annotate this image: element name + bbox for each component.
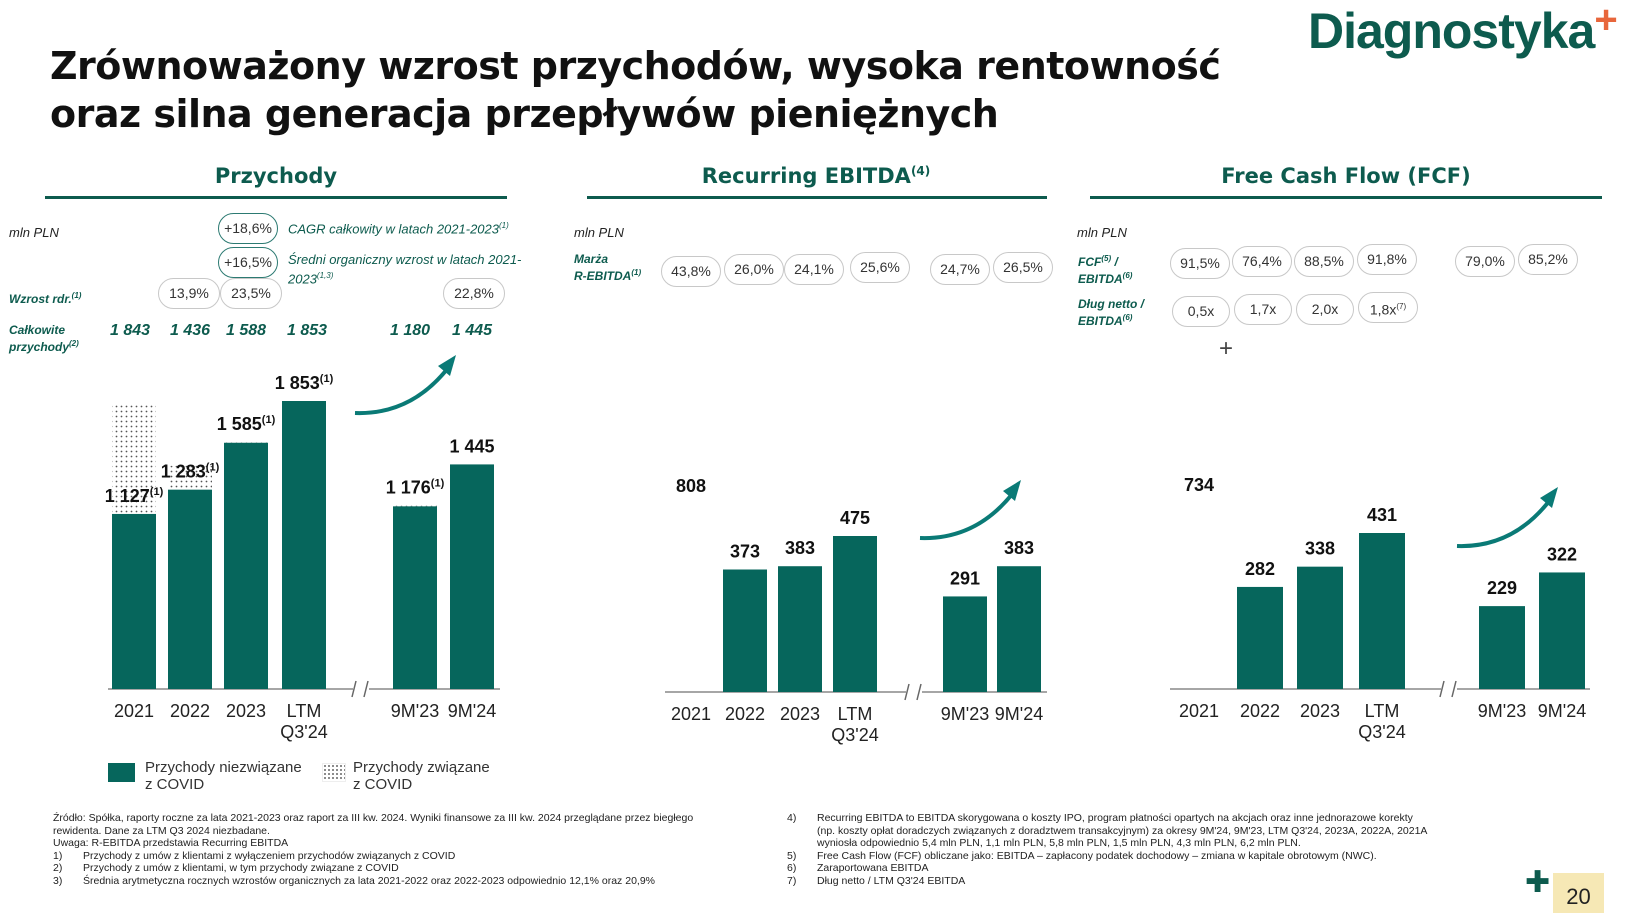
fcf-ratio-2021: 91,5%	[1170, 248, 1230, 279]
fcf-ratio-9m23: 79,0%	[1455, 246, 1515, 277]
x-tick-label: 2023	[779, 704, 821, 724]
debt-ratio-2021: 0,5x	[1172, 296, 1230, 327]
chart-bar-covid	[393, 506, 437, 507]
growth-arrow	[920, 493, 1013, 538]
x-tick-label: LTM	[286, 701, 322, 721]
margin-row-label: Marża R-EBITDA$^{(1)}$	[574, 252, 642, 283]
data-label: 1 853$^{(1)}$	[274, 373, 334, 393]
fcf-ratio-9m24: 85,2%	[1518, 244, 1578, 275]
chart-bar	[1539, 572, 1585, 689]
x-tick-label: 9M'23	[940, 704, 990, 724]
data-label: 1 283$^{(1)}$	[160, 461, 220, 482]
logo-plus-icon: +	[1594, 0, 1617, 42]
data-label: 1 585$^{(1)}$	[216, 414, 276, 435]
x-tick-label: 9M'23	[1477, 701, 1527, 721]
x-tick-label: 2023	[1299, 701, 1341, 721]
data-label: 1 127$^{(1)}$	[104, 485, 164, 506]
data-label: 431	[1366, 505, 1398, 525]
fcf-ratio-ltm: 91,8%	[1357, 244, 1417, 275]
data-label: 282	[1244, 558, 1276, 579]
x-tick-label: 2022	[169, 701, 211, 721]
legend-non-covid: Przychody niezwiązane z COVID	[145, 759, 302, 793]
fcf-ratio-2022: 76,4%	[1232, 246, 1292, 277]
margin-badge-2021: 43,8%	[661, 256, 721, 287]
revenue-chart	[105, 355, 500, 742]
footnote-item: 7) Dług netto / LTM Q3'24 EBITDA	[787, 874, 966, 887]
chart-bar	[450, 464, 494, 689]
bar-break-mark	[1175, 501, 1210, 529]
plus-icon: ✚	[1525, 866, 1551, 899]
x-tick-label: 9M'24	[1537, 701, 1587, 721]
debt-ratio-ltm: $1,8x^{(7)}$	[1358, 292, 1418, 323]
x-tick-label: 9M'24	[994, 704, 1044, 724]
chart-bar	[943, 596, 987, 692]
bar-break-mark	[668, 502, 702, 530]
data-label: 383	[1003, 538, 1035, 559]
data-label: 1 176$^{(1)}$	[385, 477, 445, 498]
chart-bar	[778, 566, 822, 692]
footnote-item: 4) Recurring EBITDA to EBITDA skorygowana o koszty IPO, program płatności opartych na akcjach oraz inne jednorazowe korekty	[787, 812, 1413, 824]
fcf-section-title: Free Cash Flow (FCF)	[1221, 164, 1471, 188]
x-tick-label: 2023	[225, 701, 267, 721]
cagr-note: CAGR całkowity w latach 2021-2023$^{(1)}$	[288, 221, 509, 237]
data-label: 229	[1486, 578, 1518, 599]
x-tick-label: 9M'24	[447, 701, 497, 721]
chart-bar	[168, 490, 212, 689]
footnote-item: 5) Free Cash Flow (FCF) obliczane jako: EBITDA – zapłacony podatek dochodowy – zmiana w kapitale obrotowym (NWC).	[787, 849, 1377, 862]
cursor-crosshair-icon: +	[1219, 335, 1234, 362]
total-revenue-9m23: 1 180	[389, 322, 431, 339]
ebitda-unit: mln PLN	[574, 225, 624, 240]
x-tick-label: 9M'23	[390, 701, 440, 721]
logo-text: Diagnostyka	[1308, 3, 1595, 59]
fcf-chart	[1170, 475, 1590, 742]
footnote-item: (np. koszty opłat doradczych związanych z doradztwem transakcyjnym) za okresy 9M'24, 9M'23, LTM Q3'24, 2023A, 2022A, 2021A	[817, 824, 1428, 837]
chart-bar	[833, 536, 877, 692]
footnotes-right	[787, 812, 1487, 887]
footnote-item: wyniosła odpowiednio 5,4 mln PLN, 1,1 mln PLN, 5,8 mln PLN, 1,5 mln PLN, 4,3 mln PLN, 6,2 mln PLN.	[817, 837, 1301, 849]
x-tick-label: 2021	[113, 701, 155, 721]
revenue-section-title: Przychody	[214, 164, 338, 188]
revenue-unit: mln PLN	[9, 225, 59, 240]
data-label: 475	[839, 508, 871, 528]
x-tick-label: Q3'24	[1358, 722, 1406, 742]
margin-badge-2023: 24,1%	[784, 254, 844, 285]
ebitda-section-title: Recurring EBITDA$^{(4)}$	[701, 164, 931, 188]
chart-bar	[723, 569, 767, 692]
growth-badge-9m24: 22,8%	[443, 278, 505, 309]
total-revenue-ltm: 1 853	[286, 322, 328, 339]
total-revenue-2021: 1 843	[109, 322, 151, 339]
total-revenue-9m24: 1 445	[451, 322, 493, 339]
x-tick-label: 2022	[724, 704, 766, 724]
fcf-ratio-label: FCF$^{(5)}$ / EBITDA$^{(6)}$	[1078, 254, 1133, 286]
cagr-badge: +18,6%	[218, 213, 278, 244]
total-revenue-2023: 1 588	[225, 322, 267, 339]
organic-growth-badge: +16,5%	[218, 247, 278, 278]
footnote-item: 3) Średnia arytmetyczna rocznych wzrostów organicznych za lata 2021-2022 oraz 2022-2023 odpowiednio 12,1% oraz 20,9%	[53, 874, 655, 887]
axis-break-icon	[364, 681, 368, 697]
chart-bar	[1479, 606, 1525, 689]
footnote-item: 2) Przychody z umów z klientami, w tym przychody związane z COVID	[53, 862, 399, 874]
x-tick-label: Q3'24	[831, 725, 879, 745]
debt-ratio-2022: 1,7x	[1234, 294, 1292, 325]
growth-row-label: Wzrost rdr.$^{(1)}$	[9, 291, 82, 306]
chart-bar	[1237, 587, 1283, 689]
legend-covid: Przychody związane z COVID	[353, 759, 490, 793]
data-label: 808	[675, 476, 707, 496]
organic-growth-note: Średni organiczny wzrost w latach 2021-2023$^{(1,3)}$	[288, 252, 522, 287]
footnotes-left: Źródło: Spółka, raporty roczne za lata 2021-2023 oraz raport za III kw. 2024. Wyniki finansowe za III kw. 2024 przeglądane przez biegłego rewidenta. Dane za LTM Q3 2024 niezbadane. Uwaga: R-EBITDA przedstawia Recurring EBITDA 1) Przychody z umów z klientami z wyłączeniem przychodów związanych z COVID 2) Przychody z umów z klientami, w tym przychody związane z COVID 3) Średnia arytmetyczna rocznych wzrostów organicznych za lata 2021-2022 oraz 2022-2023 odpowiednio 12,1% oraz 20,9%	[53, 812, 773, 887]
x-tick-label: 2022	[1239, 701, 1281, 721]
growth-badge-2022: 13,9%	[158, 278, 220, 309]
margin-badge-ltm: 25,6%	[850, 252, 910, 283]
growth-arrow	[1457, 500, 1550, 546]
total-revenue-label: Całkowite przychody$^{(2)}$	[9, 323, 79, 354]
x-tick-label: LTM	[837, 704, 873, 724]
total-revenue-2022: 1 436	[169, 322, 211, 339]
chart-bar	[393, 506, 437, 689]
page-number: 20	[1553, 873, 1604, 913]
margin-badge-9m23: 24,7%	[930, 254, 990, 285]
chart-bar	[282, 401, 326, 689]
data-label: 291	[949, 568, 981, 589]
growth-arrow-head-icon	[1540, 487, 1558, 508]
data-label: 322	[1546, 544, 1578, 565]
axis-break-icon	[1452, 681, 1456, 697]
x-tick-label: 2021	[1178, 701, 1220, 721]
fcf-ratio-2023: 88,5%	[1294, 246, 1354, 277]
data-label: 383	[784, 538, 816, 559]
page-title-line1: Zrównoważony wzrost przychodów, wysoka rentowność	[50, 44, 1221, 88]
chart-bar	[1359, 533, 1405, 689]
chart-bar	[112, 514, 156, 689]
growth-arrow-head-icon	[438, 355, 456, 376]
margin-badge-2022: 26,0%	[724, 254, 784, 285]
fcf-unit: mln PLN	[1077, 225, 1127, 240]
growth-badge-2023: 23,5%	[220, 278, 282, 309]
data-label: 1 445	[449, 436, 495, 457]
x-tick-label: 2021	[670, 704, 712, 724]
margin-badge-9m24: 26,5%	[993, 252, 1053, 283]
growth-arrow-head-icon	[1003, 480, 1021, 501]
footnote-item: 1) Przychody z umów z klientami z wyłączeniem przychodów związanych z COVID	[53, 849, 456, 862]
x-tick-label: Q3'24	[280, 722, 328, 742]
chart-bar	[224, 443, 268, 689]
ebitda-chart	[665, 476, 1047, 745]
chart-bar	[997, 566, 1041, 692]
data-label: 734	[1183, 475, 1215, 495]
legend-swatch-non-covid	[108, 763, 135, 782]
debt-ratio-2023: 2,0x	[1296, 294, 1354, 325]
legend-swatch-covid	[322, 763, 346, 782]
debt-ratio-label: Dług netto / EBITDA$^{(6)}$	[1078, 297, 1144, 328]
chart-bar	[1297, 567, 1343, 689]
growth-arrow	[355, 368, 448, 413]
page-title-line2: oraz silna generacja przepływów pieniężnych	[50, 92, 999, 136]
axis-break-icon	[917, 684, 921, 700]
x-tick-label: LTM	[1364, 701, 1400, 721]
footnote-item: 6) Zaraportowana EBITDA	[787, 862, 929, 874]
data-label: 373	[729, 541, 761, 562]
data-label: 338	[1304, 538, 1336, 559]
